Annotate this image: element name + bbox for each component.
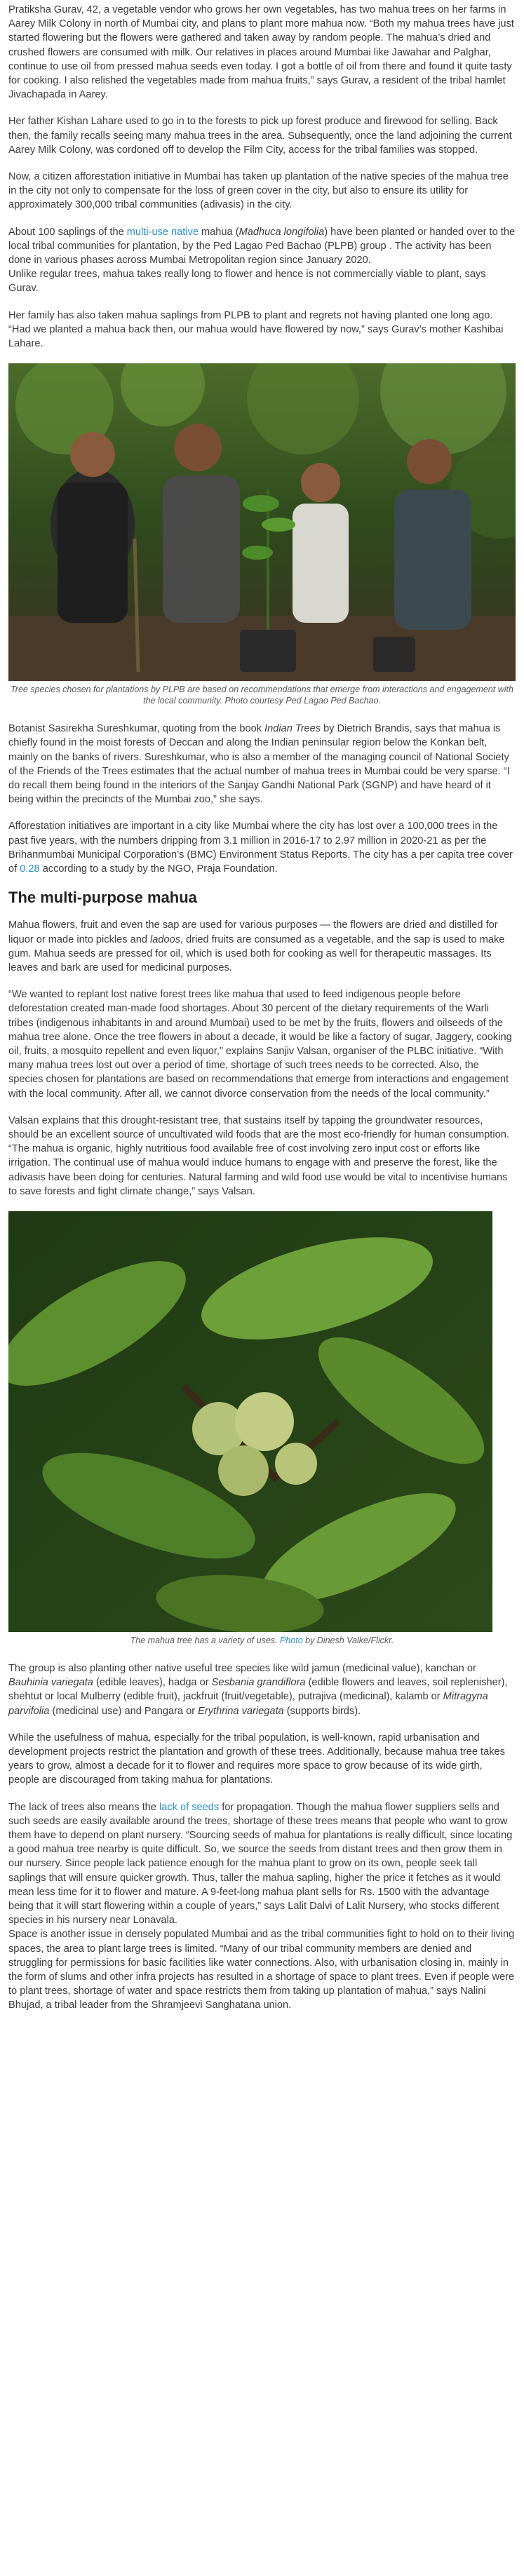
text-run: according to a study by the NGO, Praja Foundation.: [39, 863, 278, 875]
text-run: Afforestation initiatives are important in a city like Mumbai where the city has lost over a 100,000 trees in the past five years, with the numbers dripping from 3.1 million in 2016-17 to 2.97 million in 2020-21 as per the Brihanmumbai Municipal Corporation’s (BMC) Environment Status Reports. The city has a per capita tree cover of: [8, 821, 513, 875]
link-tree-cover[interactable]: 0.28: [20, 863, 40, 875]
species-name: Bauhinia variegata: [8, 1677, 93, 1689]
paragraph-drought-resistant: Valsan explains that this drought-resistant tree, that sustains itself by tapping the groundwater resources, should be an excellent source of uncultivated wild foods that are the most eco-friendly for human consumption. “The mahua is organic, highly nutritious food available free of cost involving zero input cost or efforts like irrigation. The continual use of mahua would induce humans to engage with and preserve the forest, like the adivasis have been doing for centuries. Natural farming and wild food use would be vital to incentivise humans to save forests and fight climate change,” says Valsan.: [8, 1114, 509, 1197]
text-run: mahua (: [198, 226, 239, 238]
photo-volunteers-planting: [8, 363, 516, 681]
text-run: for propagation. Though the mahua flower suppliers sells and such seeds are easily available around the trees, shortage of these trees means that people who want to grow them have to depend on plant nursery. “Sourcing seeds of mahua for plantations is really difficult, since locating a good mahua tree nearby is quite difficult. So, we source the seeds from distant trees and then grow them in our nursery. Since people lack patience enough for the mahua plant to grow on its own, people seek tall saplings that will ensure quicker growth. Thus, taller the mahua sapling, higher the price it fetches as it would mean less time for it to flower and mature. A 9-feet-long mahua plant sells for Rs. 1500 with the advantage being that it will start flowering within a couple of years,” says Lalit Dalvi of Lalit Nursery, who stocks different species in his nursery near Lonavala.: [8, 1801, 513, 1927]
species-name: Madhuca longifolia: [239, 226, 325, 238]
text-run: ) have been planted or handed over to the local tribal communities for plantation, by the Ped Lagao Ped Bachao (PLPB) group . The activity has been done in various phases across Mumbai Metropolitan region since January 2020.: [8, 226, 516, 267]
paragraph-seeds: [8, 1800, 516, 1928]
paragraph-saplings: [8, 225, 516, 268]
link-lack-of-seeds[interactable]: lack of seeds: [159, 1801, 220, 1813]
photo-caption-mahua: [8, 1635, 516, 1646]
paragraph-initiative: Now, a citizen afforestation initiative in Mumbai has taken up plantation of the native species of the mahua tree in the city not only to compensate for the loss of green cover in the city, but also to ensure its utility for approximately 300,000 tribal communities (adivasis) in the city.: [8, 171, 509, 211]
book-title: Indian Trees: [264, 723, 321, 735]
text-run: , dried fruits are consumed as a vegetable, and the sap is used to make gum. Mahua seeds are pressed for oil, which is used both for cooking as well for therapeutic massages. Its leaves and bark are used for medicinal purposes.: [8, 933, 505, 973]
text-run: by Dietrich Brandis, says that mahua is chiefly found in the moist forests of Deccan and along the Indian peninsular region below the Konkan belt, mainly on the banks of rivers. Sureshkumar, who is also a member of the managing council of National Society of the Friends of the Trees estimates that the actual number of mahua trees in Mumbai could be very sparse. “I do recall them being found in the interiors of the Sanjay Gandhi National Park (SGNP) and have heard of it being within the precincts of the Mumbai zoo,” she says.: [8, 723, 510, 806]
photo-mahua-tree: [8, 1211, 492, 1632]
text-run: (edible flowers and leaves, soil replenisher), shehtut or local Mulberry (edible fruit), jackfruit (fruit/vegetable), putrajiva (medicinal), kalamb or: [8, 1677, 508, 1703]
paragraph-family: Her family has also taken mahua saplings from PLPB to plant and regrets not having planted one long ago. “Had we planted a mahua back then, our mahua would have flowered by now,” says Gurav’s mother Kashibai Lahare.: [8, 309, 504, 350]
article: [0, 3, 524, 2013]
paragraph-father: Her father Kishan Lahare used to go in to the forests to pick up forest produce and firewood for selling. Back then, the family recalls seeing many mahua trees in the area. Subsequently, once the land adjoining the current Aarey Milk Colony, was cordoned off to develop the Film City, access for the tribal families was stopped.: [8, 116, 512, 156]
text-run: The lack of trees also means the: [8, 1801, 159, 1813]
italic-term: ladoos: [150, 933, 181, 945]
paragraph-intro: Pratiksha Gurav, 42, a vegetable vendor who grows her own vegetables, has two mahua trees on her farms in Aarey Milk Colony in north of Mumbai city, and plans to plant more mahua now. “Both my mahua trees have just started flowering but the flowers were gathered and taken away by random people. The mahua’s dried and crushed flowers are consumed with milk. Our relatives in places around Mumbai like Jawahar and Palghar, continue to use oil from pressed mahua seeds even today. I got a bottle of oil from there and found it quite tasty for cooking. I also relished the vegetables made from mahua fruits,” says Gurav, a resident of the tribal hamlet Jivachapada in Aarey.: [8, 4, 514, 101]
text-run: (edible leaves), hadga or: [93, 1677, 212, 1689]
text-run: (medicinal use) and Pangara or: [49, 1705, 199, 1717]
text-run: Mahua flowers, fruit and even the sap are used for various purposes — the flowers are dried and distilled for liquor or made into pickles and: [8, 919, 498, 945]
photo-caption-volunteers: Tree species chosen for plantations by PLPB are based on recommendations that emerge from interactions and engagement with the local community. Photo courtesy Ped Lagao Ped Bachao.: [11, 685, 513, 706]
text-run: About 100 saplings of the: [8, 226, 127, 238]
paragraph-uses: [8, 918, 516, 975]
link-photo-credit[interactable]: Photo: [279, 1635, 303, 1645]
link-multi-use-native[interactable]: multi-use native: [126, 226, 199, 238]
text-run: Botanist Sasirekha Sureshkumar, quoting from the book: [8, 723, 265, 735]
section-heading: The multi-purpose mahua: [8, 889, 197, 907]
text-run: (supports birds).: [283, 1705, 361, 1717]
species-name: Mitragyna parvifolia: [8, 1691, 488, 1717]
paragraph-afforestation: [8, 819, 516, 876]
species-name: Erythrina variegata: [198, 1705, 284, 1717]
text-run: by Dinesh Valke/Flickr.: [302, 1635, 394, 1645]
paragraph-space: Space is another issue in densely populated Mumbai and as the tribal communities fight to hold on to their living spaces, the area to plant large trees is limited. “Many of our tribal community members are denied and struggling for permissions for basic facilities like water connections. Also, with urbanisation closing in, mainly in the form of slums and other infra projects has resulted in a shortage of space to plant trees. Even if people were to plant trees, shortage of water and space restricts them from taking up plantation of mahua,” says Nalini Bhujad, a tribal leader from the Shramjeevi Sanghatana union.: [8, 1929, 515, 2011]
paragraph-urbanisation: While the usefulness of mahua, especially for the tribal population, is well-known, rapid urbanisation and development projects restrict the plantation and growth of these trees. Additionally, because mahua tree takes years to grow, almost a decade for it to flower and requires more space to grow because of its wide girth, people are discouraged from taking mahua for plantations.: [8, 1732, 505, 1786]
text-run: The group is also planting other native useful tree species like wild jamun (medicinal value), kanchan or: [8, 1662, 476, 1674]
photo-volunteers-illustration: [8, 363, 516, 681]
paragraph-other-species: [8, 1661, 516, 1718]
paragraph-valsan-quote: “We wanted to replant lost native forest trees like mahua that used to feed indigenous people before deforestation created man-made food shortages. About 30 percent of the dietary requirements of the Warli tribes (indigenous inhabitants in and around Mumbai) used to be met by the fruits, flowers and oilseeds of the mahua tree alone. Once the tree flowers in about a decade, it would be like a factory of sugar, Jaggery, cooking oil, fruits, a mosquito repellent and even liquor,” explains Sanjiv Valsan, organiser of the PLBC initiative. “With many mahua trees lost out over a period of time, shortage of such trees needs to be corrected. Also, the species chosen for plantations are based on recommendations that emerge from interactions and engagement with the local community. After all, we cannot divorce conservation from the needs of the local community.”: [8, 989, 512, 1100]
species-name: Sesbania grandiflora: [211, 1677, 306, 1689]
photo-mahua-illustration: [8, 1211, 492, 1632]
paragraph-botanist: [8, 722, 516, 807]
paragraph-viability: Unlike regular trees, mahua takes really long to flower and hence is not commercially viable to plant, says Gurav.: [8, 269, 486, 295]
text-run: The mahua tree has a variety of uses.: [130, 1635, 280, 1645]
